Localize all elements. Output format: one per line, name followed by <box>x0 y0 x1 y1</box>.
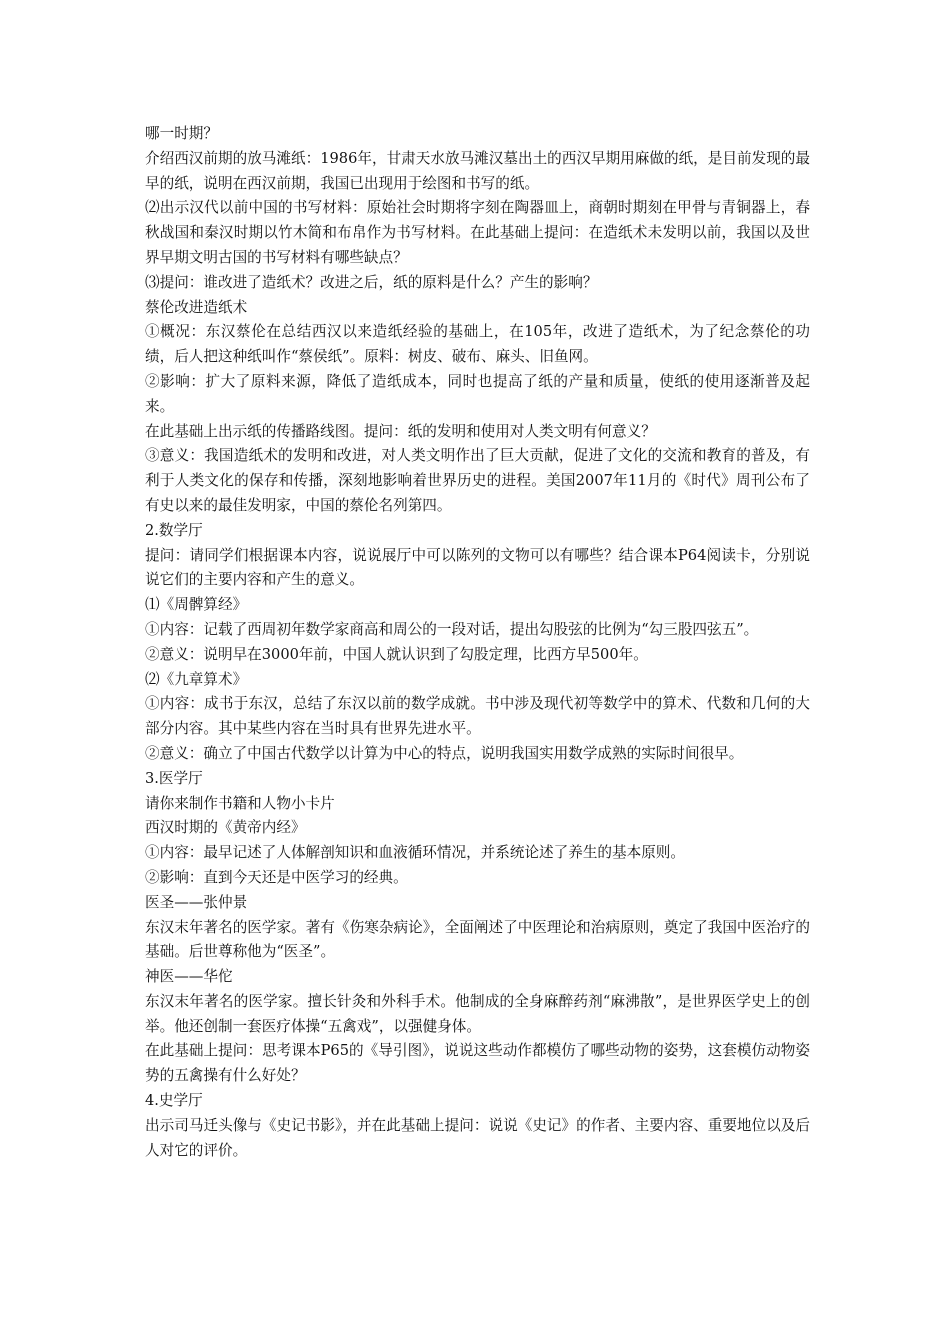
heading-medicine-hall: 3.医学厅 <box>145 769 203 787</box>
paragraph-era-question: 哪一时期？ <box>145 125 218 142</box>
heading-zhang-zhongjing: 医圣——张仲景 <box>145 893 248 911</box>
paragraph-shiji-question: 出示司马迁头像与《史记书影》，并在此基础上提问：说说《史记》的作者、主要内容、重要地位以及后人对它的评价。 <box>145 1116 810 1159</box>
heading-jiuzhang-suanshu: ⑵《九章算术》 <box>145 670 248 688</box>
paragraph-hua-tuo: 东汉末年著名的医学家。擅长针灸和外科手术。他制成的全身麻醉药剂“麻沸散”，是世界医学史上的创举。他还创制一套医疗体操“五禽戏”，以强健身体。 <box>145 992 810 1035</box>
paragraph-neijing-impact: ②影响：直到今天还是中医学习的经典。 <box>145 868 408 886</box>
paragraph-paper-significance: ③意义：我国造纸术的发明和改进，对人类文明作出了巨大贡献，促进了文化的交流和教育的普及，有利于人类文化的保存和传播，深刻地影响着世界历史的进程。美国2007年11月的《时代》周刊公布了有史以来的最佳发明家，中国的蔡伦名列第四。 <box>145 447 810 514</box>
paragraph-jiuzhang-significance: ②意义：确立了中国古代数学以计算为中心的特点，说明我国实用数学成熟的实际时间很早。 <box>145 744 744 762</box>
paragraph-zhoubi-content: ①内容：记载了西周初年数学家商高和周公的一段对话，提出勾股弦的比例为“勾三股四弦五”。 <box>145 620 759 638</box>
heading-math-hall: 2.数学厅 <box>145 521 203 539</box>
paragraph-zhang-zhongjing: 东汉末年著名的医学家。著有《伤寒杂病论》，全面阐述了中医理论和治病原则，奠定了我国中医治疗的基础。后世尊称他为“医圣”。 <box>145 918 810 961</box>
heading-hua-tuo: 神医——华佗 <box>145 968 233 986</box>
document-page <box>145 122 810 1163</box>
paragraph-math-question: 提问：请同学们根据课本内容，说说展厅中可以陈列的文物可以有哪些？结合课本P64阅读卡，分别说说它们的主要内容和产生的意义。 <box>145 546 810 589</box>
paragraph-cai-lun-impact: ②影响：扩大了原料来源，降低了造纸成本，同时也提高了纸的产量和质量，使纸的使用逐渐普及起来。 <box>145 372 810 415</box>
paragraph-zhoubi-significance: ②意义：说明早在3000年前，中国人就认识到了勾股定理，比西方早500年。 <box>145 645 648 663</box>
paragraph-writing-materials: ⑵出示汉代以前中国的书写材料：原始社会时期将字刻在陶器皿上，商朝时期刻在甲骨与青铜器上，春秋战国和秦汉时期以竹木简和布帛作为书写材料。在此基础上提问：在造纸术未发明以前，我国以及世界早期文明古国的书写材料有哪些缺点？ <box>145 199 810 266</box>
heading-huangdi-neijing: 西汉时期的《黄帝内经》 <box>145 819 306 837</box>
paragraph-fangmatan-paper: 介绍西汉前期的放马滩纸：1986年，甘肃天水放马滩汉墓出土的西汉早期用麻做的纸，是目前发现的最早的纸，说明在西汉前期，我国已出现用于绘图和书写的纸。 <box>145 149 810 192</box>
paragraph-who-improved-paper: ⑶提问：谁改进了造纸术？改进之后，纸的原料是什么？产生的影响？ <box>145 273 598 291</box>
paragraph-neijing-content: ①内容：最早记述了人体解剖知识和血液循环情况，并系统论述了养生的基本原则。 <box>145 844 685 862</box>
paragraph-make-cards: 请你来制作书籍和人物小卡片 <box>145 794 335 812</box>
heading-cai-lun: 蔡伦改进造纸术 <box>145 298 248 316</box>
paragraph-paper-route-question: 在此基础上出示纸的传播路线图。提问：纸的发明和使用对人类文明有何意义？ <box>145 422 656 440</box>
paragraph-daoyin-question: 在此基础上提问：思考课本P65的《导引图》，说说这些动作都模仿了哪些动物的姿势，这套模仿动物姿势的五禽操有什么好处？ <box>145 1042 810 1085</box>
paragraph-cai-lun-overview: ①概况：东汉蔡伦在总结西汉以来造纸经验的基础上，在105年，改进了造纸术，为了纪念蔡伦的功绩，后人把这种纸叫作“蔡侯纸”。原料：树皮、破布、麻头、旧鱼网。 <box>145 323 810 366</box>
heading-history-hall: 4.史学厅 <box>145 1092 203 1110</box>
paragraph-jiuzhang-content: ①内容：成书于东汉，总结了东汉以前的数学成就。书中涉及现代初等数学中的算术、代数和几何的大部分内容。其中某些内容在当时具有世界先进水平。 <box>145 695 810 738</box>
heading-zhoubi-suanjing: ⑴《周髀算经》 <box>145 596 248 614</box>
